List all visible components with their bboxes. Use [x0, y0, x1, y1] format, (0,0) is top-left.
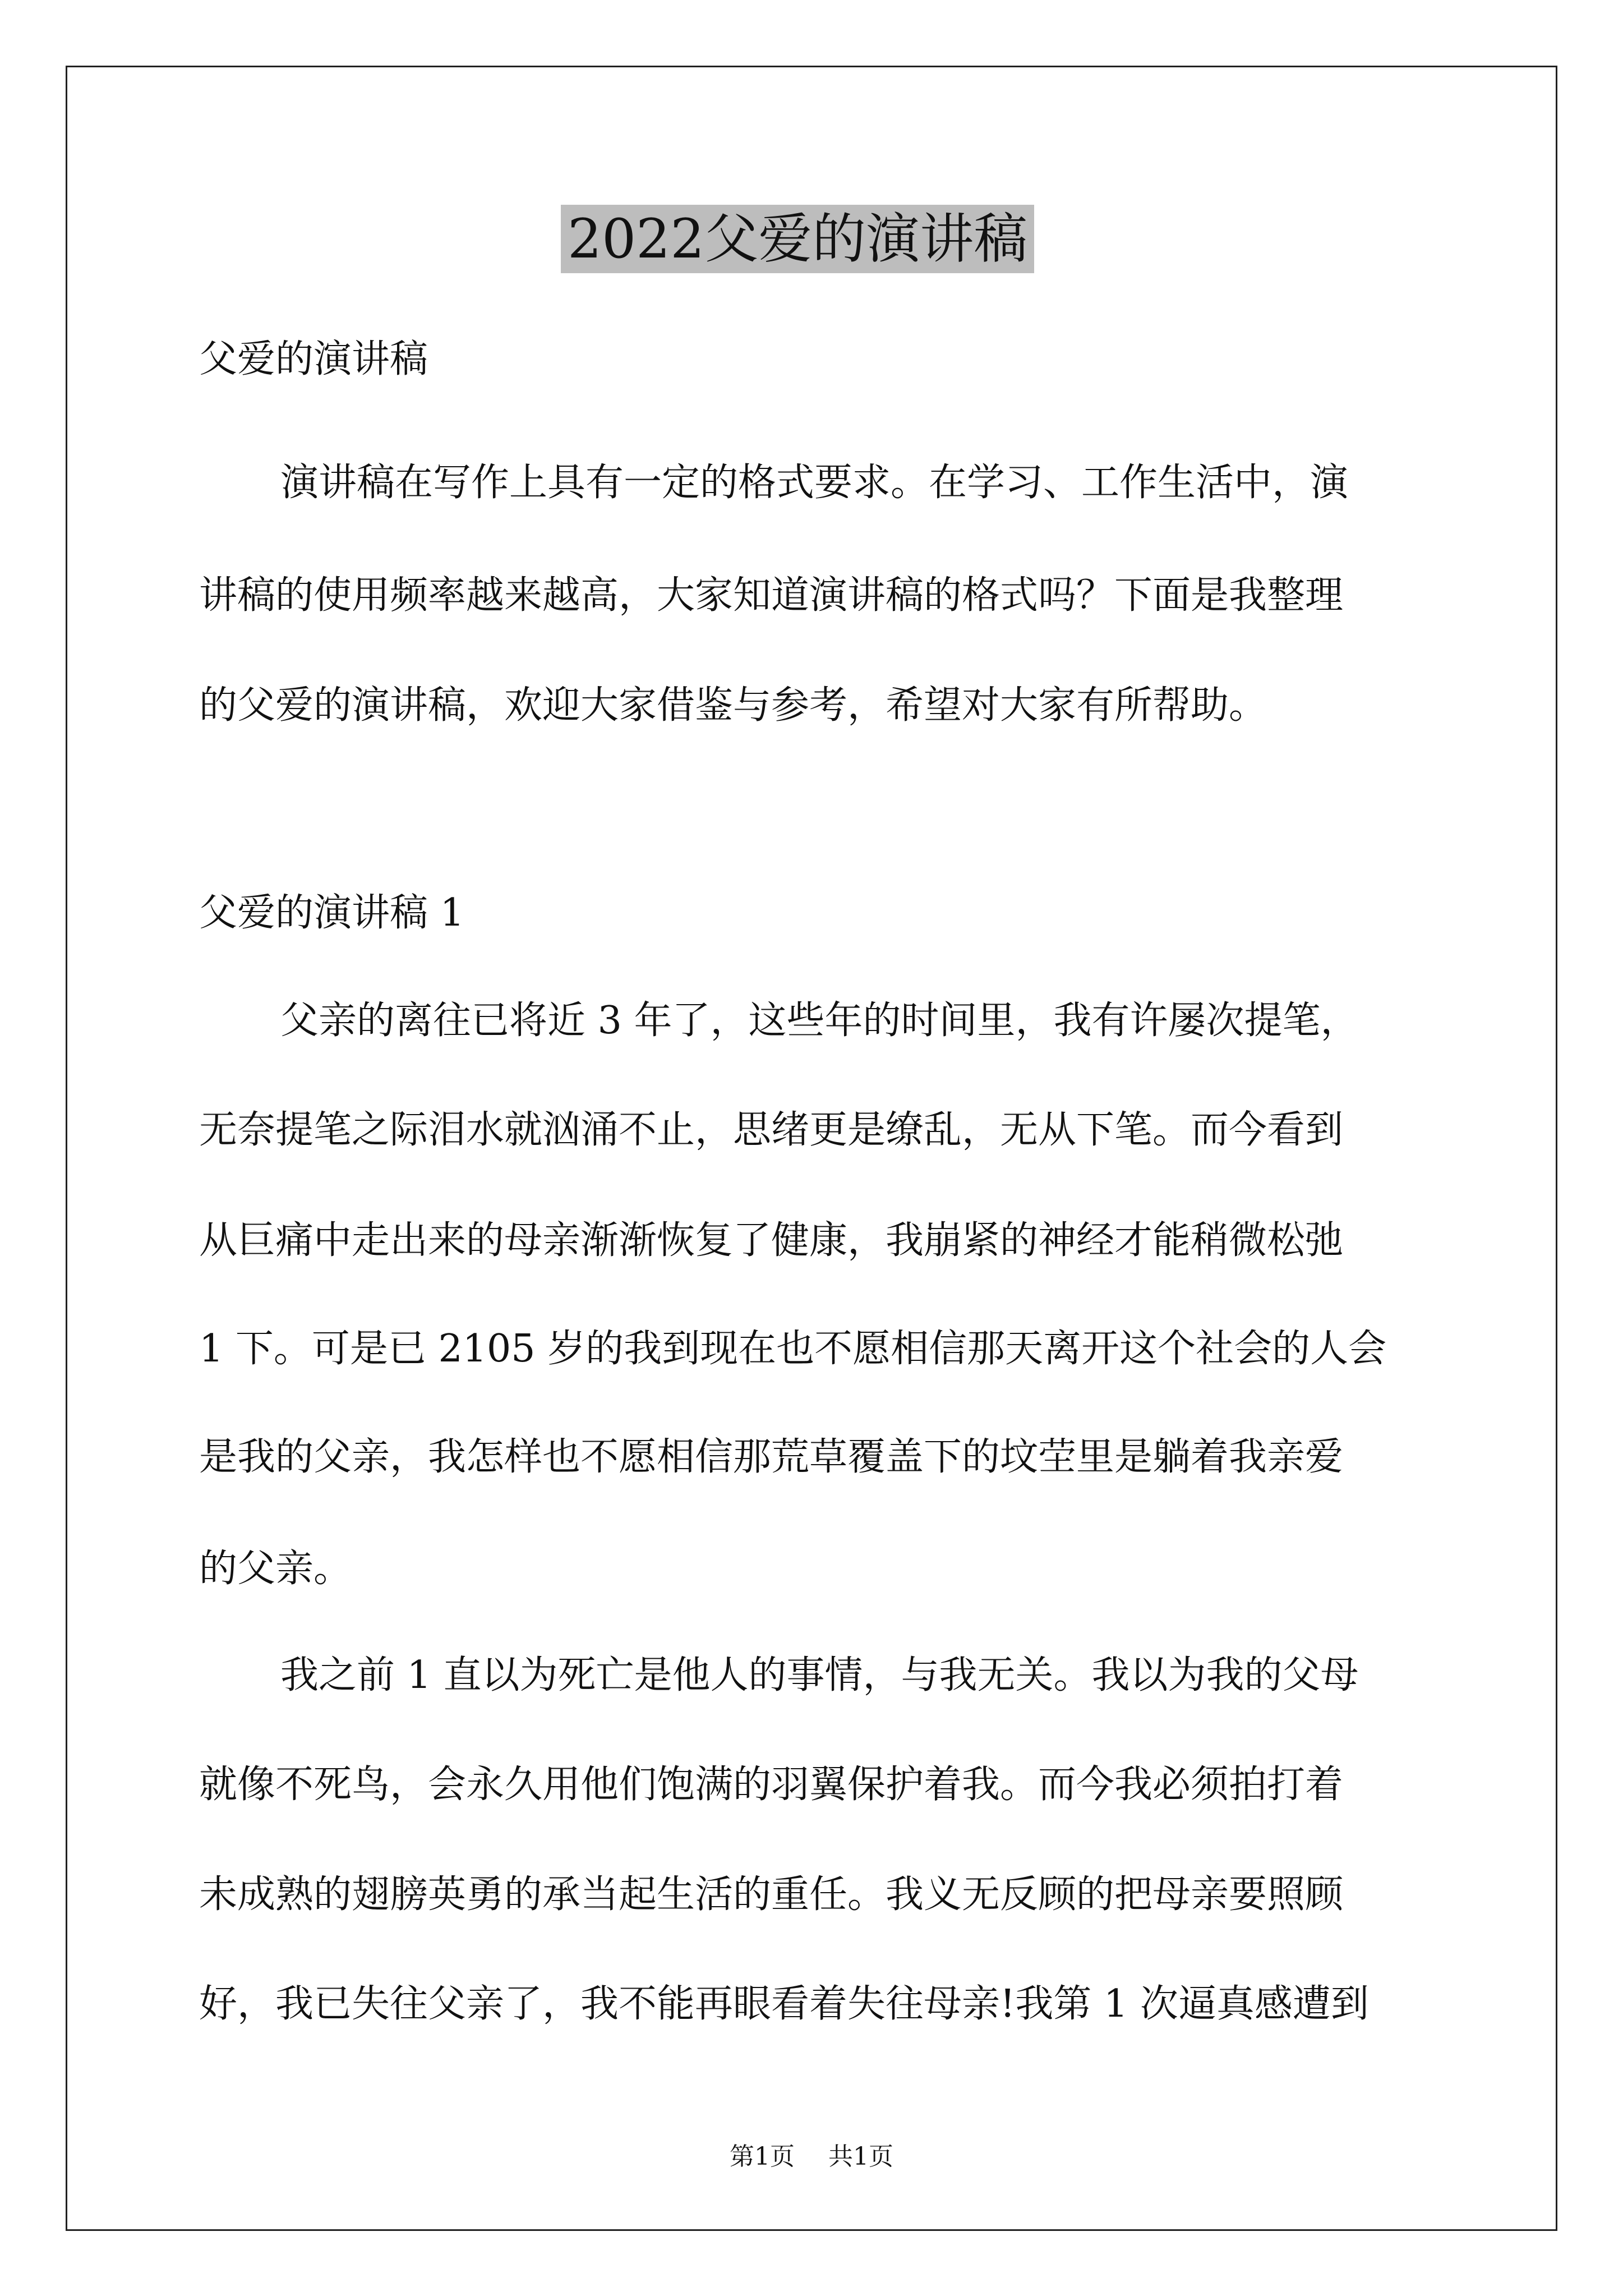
page-number-current: 第1页 — [730, 2142, 795, 2171]
section-heading: 父爱的演讲稿 — [199, 337, 428, 381]
paragraph-line: 从巨痛中走出来的母亲渐渐恢复了健康，我崩紧的神经才能稍微松弛 — [199, 1218, 1344, 1263]
paragraph-line: 无奈提笔之际泪水就汹涌不止，思绪更是缭乱，无从下笔。而今看到 — [199, 1108, 1344, 1152]
paragraph-line: 的父亲。 — [199, 1547, 352, 1591]
section-heading: 父爱的演讲稿 1 — [199, 891, 464, 935]
paragraph-line: 就像不死鸟，会永久用他们饱满的羽翼保护着我。而今我必须拍打着 — [199, 1763, 1344, 1807]
paragraph-line: 我之前 1 直以为死亡是他人的事情，与我无关。我以为我的父母 — [280, 1653, 1359, 1697]
paragraph-line: 1 下。可是已 2105 岁的我到现在也不愿相信那天离开这个社会的人会 — [199, 1327, 1387, 1371]
paragraph-line: 的父爱的演讲稿，欢迎大家借鉴与参考，希望对大家有所帮助。 — [199, 683, 1267, 728]
paragraph-line: 讲稿的使用频率越来越高，大家知道演讲稿的格式吗？下面是我整理 — [199, 573, 1344, 618]
paragraph-line: 是我的父亲，我怎样也不愿相信那荒草覆盖下的坟茔里是躺着我亲爱 — [199, 1435, 1344, 1479]
page-footer — [0, 2140, 1623, 2174]
document-title: 2022父爱的演讲稿 — [561, 205, 1034, 273]
paragraph-line: 演讲稿在写作上具有一定的格式要求。在学习、工作生活中，演 — [280, 461, 1349, 505]
paragraph-line: 好，我已失往父亲了，我不能再眼看着失往母亲!我第 1 次逼真感遭到 — [199, 1982, 1369, 2026]
page-number-total: 共1页 — [828, 2142, 893, 2171]
paragraph-line: 未成熟的翅膀英勇的承当起生活的重任。我义无反顾的把母亲要照顾 — [199, 1872, 1344, 1917]
paragraph-line: 父亲的离往已将近 3 年了，这些年的时间里，我有许屡次提笔， — [280, 999, 1359, 1043]
